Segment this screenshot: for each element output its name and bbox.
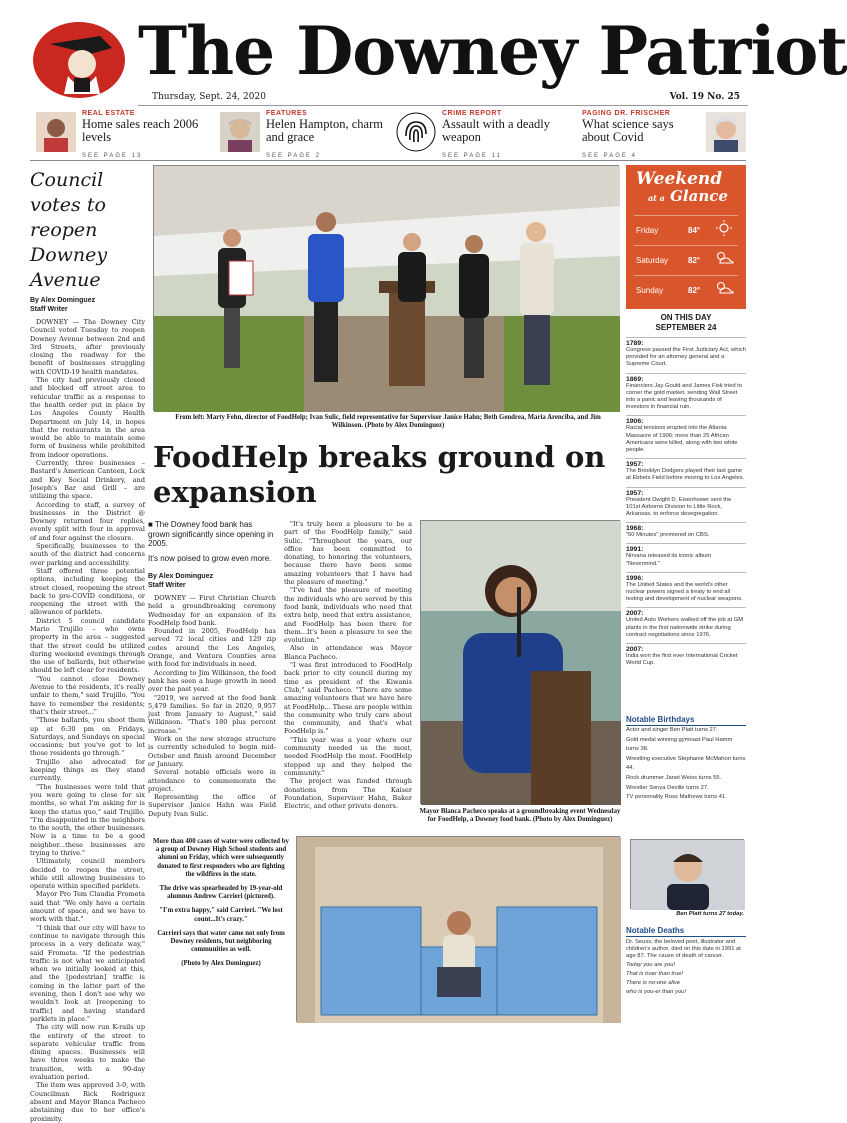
glance-title: Weekend: [636, 169, 723, 189]
partly-sunny-icon: [714, 280, 734, 296]
byline-role: Staff Writer: [30, 306, 68, 313]
council-paragraph: "You cannot close Downey Avenue to the residents, it's really unfair to them," said Trujillo. "You have to remember the residents; that's their street...": [30, 674, 145, 716]
water-p2: The drive was spearheaded by 19-year-old alumnus Andrew Carrieri (pictured).: [159, 885, 283, 901]
group-photo-caption: From left: Marty Fehn, director of FoodHelp; Ivan Sulic, field representative for Supervisor Janice Hahn; Beth Gendrea, Maria Arenciba, and Jim Wilkinson. (Photo by Alex Dominguez): [175, 414, 601, 429]
teaser-see-page[interactable]: SEE PAGE 2: [266, 153, 321, 159]
fingerprint-icon: [396, 112, 436, 152]
byline-name: By Alex Dominguez: [148, 573, 214, 580]
water-donation-photo: [296, 836, 620, 1022]
foodhelp-deck: [148, 520, 276, 563]
sidebar-column: [626, 313, 746, 667]
weather-temp: 82°: [688, 286, 701, 295]
teaser-see-page[interactable]: SEE PAGE 11: [442, 153, 502, 159]
quote-line: who is you-er than you!: [626, 988, 686, 995]
council-paragraph: According to staff, a survey of businesses in the District @ Downey returned four replies, evenly split with four in approval of and four against the closure.: [30, 500, 145, 542]
birthdays-heading: Notable Birthdays: [626, 715, 746, 726]
teaser-real-estate[interactable]: [36, 110, 214, 158]
foodhelp-paragraph: DOWNEY — First Christian Church held a groundbreaking ceremony Wednesday for an expansion of its FoodHelp food bank.: [148, 594, 276, 627]
event-text: Congress passed the First Judiciary Act, which provided for an attorney general and a Supreme Court.: [626, 347, 746, 368]
water-p1: More than 400 cases of water were collected by a group of Downey High School students and alumni on Friday, which were subsequently donated to first responders who are fighting the wildfires in the state.: [153, 838, 289, 878]
event-text: Racial tensions erupted into the Atlanta Massacre of 1906; more than 25 African Americans were killed, along with two white people.: [626, 425, 738, 454]
water-p5: (Photo by Alex Dominguez): [181, 960, 261, 968]
teaser-kicker: PAGING DR. FRISCHER: [582, 110, 671, 117]
birthday-item: Wrestling executive Stephanie McMahon turns 44.: [626, 755, 746, 772]
event-year: 1957:: [626, 458, 746, 468]
event-year: 2007:: [626, 643, 746, 653]
masthead-title: The Downey Patriot: [138, 12, 847, 90]
council-paragraph: District 5 council candidate Mario Trujillo – who owns property in the area – suggested that the street could be utilized during weekend evenings through the use of ballards, but otherwise should be left clear for residents.: [30, 616, 145, 675]
seuss-quote: [626, 961, 746, 997]
council-paragraph: The item was approved 3-0, with Councilman Rick Rodriguez absent and Mayor Blanca Pacheco abstaining due to her office's proximity.: [30, 1081, 145, 1123]
event-year: 2007:: [626, 607, 746, 617]
weather-day: Sunday: [636, 286, 664, 295]
foodhelp-paragraph: Representing the office of Supervisor Janice Hahn was Field Deputy Ivan Sulic.: [148, 793, 276, 818]
council-paragraph: Specifically, businesses to the south of the district had concerns over parking and accessibility.: [30, 542, 145, 567]
quote-line: That is truer than true!: [626, 970, 684, 977]
council-paragraph: Currently, three businesses – Bastard's American Canteen, Lock and Key Social Drinkery, and Joseph's Bar and Grill – are utilizing the space.: [30, 459, 145, 501]
otd-title: ON THIS DAY: [660, 313, 712, 322]
pacheco-photo-caption: Mayor Blanca Pacheco speaks at a groundbreaking event Wednesday for FoodHelp, a Downey food bank. (Photo by Alex Dominguez): [419, 808, 621, 823]
deaths-heading: Notable Deaths: [626, 926, 746, 937]
foodhelp-paragraph: "I've had the pleasure of meeting the individuals who are served by this food bank, individuals who need that extra help, need that extra assistance, and FoodHelp has been there for them...It's been a pleasure to see the evolution.": [284, 586, 412, 645]
council-byline: [30, 296, 145, 314]
council-paragraph: DOWNEY — The Downey City Council voted Tuesday to reopen Downey Avenue between 2nd and 3rd Streets, after previously closing the roadway for the benefit of businesses struggling with COVID-19 health mandates.: [30, 318, 145, 376]
event-text: United Auto Workers walked off the job at GM plants in the first nationwide strike during contract negotiations since 1976.: [626, 617, 744, 638]
birthday-item: Actor and singer Ben Platt turns 27.: [626, 727, 718, 733]
weather-temp: 84°: [688, 226, 701, 235]
teaser-see-page[interactable]: SEE PAGE 13: [82, 153, 143, 159]
event-text: Financiers Jay Gould and James Fisk tried to corner the gold market, sending Wall Street into a panic and leaving thousands of investors in financial ruin.: [626, 382, 742, 411]
weather-row-saturday: [634, 245, 738, 273]
foodhelp-paragraph: The project was funded through donations from The Kaiser Foundation, Supervisor Hahn, Baker Electric, and other private donors.: [284, 777, 412, 811]
teaser-photo: [36, 112, 76, 152]
council-paragraph: The city had previously closed and blocked off street area to vehicular traffic as a response to the health order put in place by Los Angeles County Health Department on July 14, in hopes that the restaurants in the area would be able to maintain some form of business while prohibited from indoor operations.: [30, 376, 145, 459]
event-year: 1991:: [626, 543, 746, 553]
council-paragraph: "I think that our city will have to continue to navigate through this process in a very delicate way," said Frometa. "If the pedestrian traffic is not what we anticipated when we initially looked at this, and the [pedestrian] traffic is coming in the latter part of the evening, then I don't see why we wouldn't look at [reopening to traffic] and having standard parklets in place.": [30, 923, 145, 1023]
partly-sunny-icon: [714, 250, 734, 266]
groundbreaking-group-photo: [153, 165, 619, 411]
otd-date: SEPTEMBER 24: [655, 323, 717, 332]
birthday-item: Wrestler Sonya Deville turns 27.: [626, 784, 709, 791]
on-this-day-list: [626, 337, 746, 667]
teaser-photo: [220, 112, 260, 152]
dateline: [138, 92, 748, 106]
birthday-item: Rock drummer Janet Weiss turns 55.: [626, 774, 722, 781]
event-text: The Brooklyn Dodgers played their last game at Ebbets Field before moving to Los Angeles.: [626, 468, 745, 482]
weather-row-friday: [634, 215, 738, 243]
teaser-features[interactable]: [220, 110, 388, 158]
foodhelp-paragraph: "I was first introduced to FoodHelp back prior to city council during my time as president of the Kiwanis Club," said Pacheco. "There are some amazing volunteers that we have here at FoodHelp... These are people within the community who truly care about the community, and that's what FoodHelp is.": [284, 661, 413, 736]
council-paragraph: "Those ballards, you shoot them up at 6:30 pm on Fridays, Saturdays, and Sundays on special occasions; but you've got to let those residents go through.": [30, 716, 145, 758]
foodhelp-paragraph: Founded in 2005, FoodHelp has served 72 local cities and 129 zip codes around the Los Angeles, Orange, and Ventura Counties area with food for individuals in need.: [148, 627, 276, 669]
byline-name: By Alex Dominguez: [30, 297, 96, 304]
section-rule: [30, 160, 746, 161]
birthday-item: Gold medal winning gymnast Paul Hamm turns 38.: [626, 736, 733, 753]
water-p3: "I'm extra happy," said Carrieri. "We lost count...It's crazy.": [159, 907, 283, 923]
council-paragraph: "The businesses were told that you were going to close for six months, so what I'm asking for is keep the status quo," said Trujillo. "I'm disappointed in the neighbors to the south, the other businesses. Now is a time to be a good neighbor...these businesses are trying to thrive.": [30, 782, 145, 857]
foodhelp-paragraph: "2019, we served at the food bank 5,479 families. So far in 2020, 9,957 just from January to August," said Wilkinson. "That's 180 plus percent increase.": [148, 693, 276, 735]
birthdays-section: [626, 715, 746, 803]
teaser-crime[interactable]: [396, 110, 566, 158]
foodhelp-paragraph: "It's truly been a pleasure to be a part of the FoodHelp family," said Sulic. "Throughout the years, our office has been committed to donating, to honoring the volunteers, because there have been some amazing volunteers that I have had the pleasure of meeting.": [284, 520, 412, 587]
event-year: 1906:: [626, 415, 746, 425]
foodhelp-headline[interactable]: FoodHelp breaks ground on expansion: [153, 440, 606, 509]
teaser-headline[interactable]: Assault with a deadly weapon: [442, 117, 550, 144]
council-paragraph: Ultimately, council members decided to reopen the street, while still allowing businesses to operate within specified parklets.: [30, 857, 145, 891]
teaser-photo: [706, 112, 746, 152]
ben-platt-photo: [630, 839, 744, 909]
issue-date: Thursday, Sept. 24, 2020: [152, 92, 266, 102]
foodhelp-column-1: [148, 594, 276, 834]
weather-row-sunday: [634, 275, 738, 303]
teaser-kicker: FEATURES: [266, 110, 308, 117]
event-text: "60 Minutes" premiered on CBS.: [626, 532, 710, 539]
ben-platt-caption: Ben Platt turns 27 today.: [676, 911, 744, 917]
event-year: 1957:: [626, 487, 746, 497]
event-text: Nirvana released its iconic album "Nevermind.": [626, 553, 712, 567]
weekend-glance-box: [626, 165, 746, 309]
byline-role: Staff Writer: [148, 582, 186, 589]
council-paragraph: Trujillo also advocated for keeping things as they stand currently.: [30, 757, 145, 783]
teaser-headline[interactable]: What science says about Covid: [582, 117, 674, 144]
council-headline[interactable]: Council votes to reopen Downey Avenue: [30, 169, 108, 291]
deaths-text: Dr. Seuss, the beloved poet, illustrator and children's author, died on this date in 1991 at age 87. The cause of death of cancer.: [626, 939, 741, 960]
council-body: [30, 318, 145, 1123]
event-year: 1869:: [626, 373, 746, 383]
sun-icon: [714, 220, 734, 236]
deaths-section: [626, 920, 746, 997]
foodhelp-byline: [148, 572, 276, 590]
council-paragraph: Mayor Pro Tem Claudia Frometa said that "We only have a certain amount of space, and we have to work with that.": [30, 890, 145, 924]
water-p4: Carrieri says that water came not only from Downey residents, but neighboring communities as well.: [157, 929, 285, 954]
teaser-headline[interactable]: Home sales reach 2006 levels: [82, 117, 199, 144]
teaser-kicker: CRIME REPORT: [442, 110, 502, 117]
water-drive-brief: [153, 838, 289, 969]
quote-line: There is no-one alive: [626, 979, 681, 986]
foodhelp-paragraph: Work on the new storage structure is currently scheduled to begin mid-October and finish around December or January.: [148, 735, 276, 768]
teaser-see-page[interactable]: SEE PAGE 4: [582, 153, 637, 159]
foodhelp-column-2: [284, 520, 412, 830]
patriot-logo: [30, 14, 128, 102]
foodhelp-paragraph: Also in attendance was Mayor Blanca Pacheco.: [284, 644, 412, 661]
deck-line-1: ■ The Downey food bank has grown significantly since opening in 2005.: [148, 520, 274, 548]
council-paragraph: The city will now run K-rails up the entirety of the street to separate vehicular traffic from dining spaces. Businesses will have three weeks to make the transition, with a 90-day evaluation period.: [30, 1023, 145, 1082]
teaser-kicker: REAL ESTATE: [82, 110, 135, 117]
council-paragraph: Staff offered three potential options, including keeping the street closed, reopening the street back to pre-COVID conditions, or reopening the street with the allowance of parklets.: [30, 566, 145, 617]
weather-day: Friday: [636, 226, 659, 235]
glance-title-2: Glance: [670, 187, 728, 205]
event-text: The United States and the world's other nuclear powers signed a treaty to end all testing and development of nuclear weapons.: [626, 581, 743, 603]
birthday-item: TV personality Ross Mathews turns 41.: [626, 794, 727, 801]
glance-subtitle: [648, 187, 728, 205]
teaser-headline[interactable]: Helen Hampton, charm and grace: [266, 117, 383, 144]
glance-at-a: at a: [648, 193, 665, 203]
foodhelp-paragraph: Several notable officials were in attendance to commemorate the project.: [148, 768, 276, 793]
event-year: 1996:: [626, 572, 746, 582]
deck-line-2: It's now poised to grow even more.: [148, 553, 272, 563]
issue-volume: Vol. 19 No. 25: [669, 92, 740, 102]
event-year: 1968:: [626, 522, 746, 532]
weather-temp: 82°: [688, 256, 701, 265]
weather-day: Saturday: [636, 256, 669, 265]
event-text: President Dwight D. Eisenhower sent the 101st Airborne Division to Little Rock, Arkansas, to enforce desegregation.: [626, 496, 732, 518]
pacheco-podium-photo: [420, 520, 620, 804]
teaser-frischer[interactable]: [582, 110, 746, 158]
foodhelp-paragraph: "This year was a year where our community needed us the most, needed FoodHelp the most. FoodHelp stepped up and they helped the community.": [284, 735, 412, 777]
on-this-day-heading: [626, 313, 746, 333]
foodhelp-paragraph: According to Jim Wilkinson, the food bank has seen a huge growth in need over the past year.: [148, 668, 276, 694]
birthdays-list: [626, 726, 746, 803]
event-year: 1789:: [626, 337, 746, 347]
quote-line: Today you are you!: [626, 961, 676, 968]
event-text: India won the first ever International Cricket World Cup.: [626, 653, 738, 667]
